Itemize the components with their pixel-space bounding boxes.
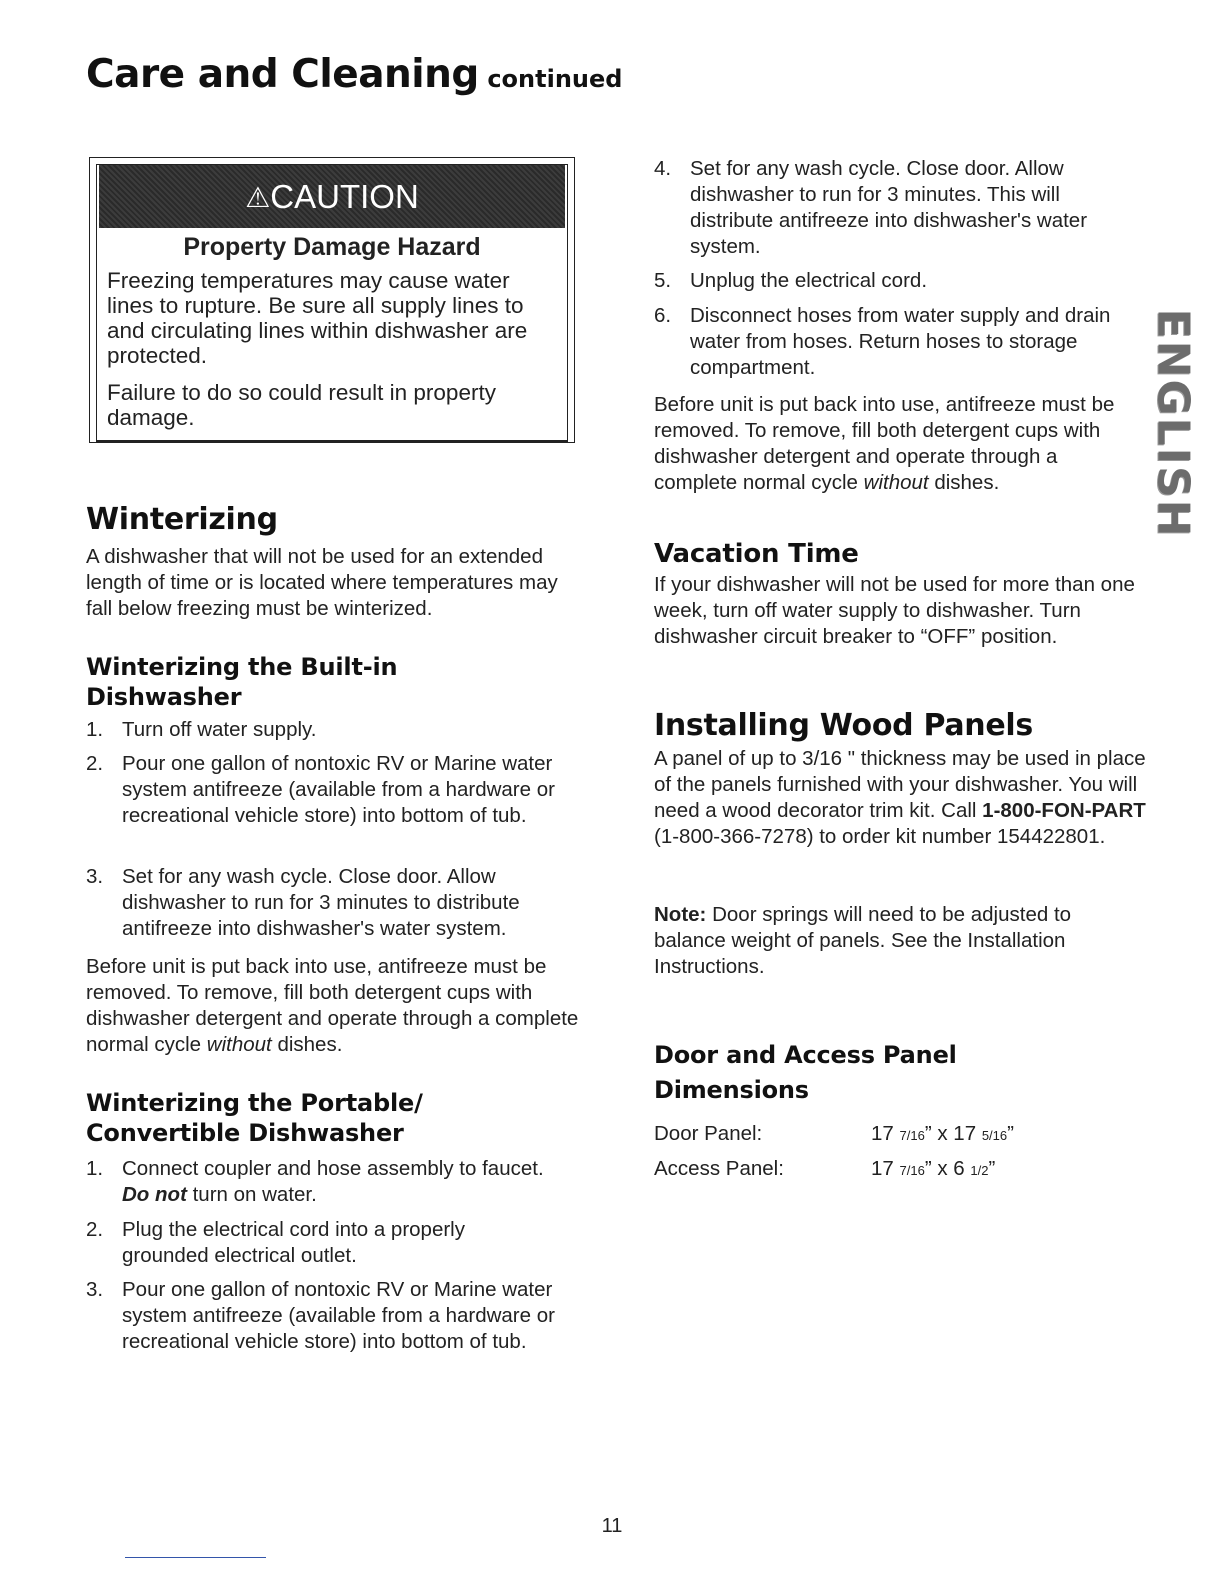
phone-number: 1-800-FON-PART [982,799,1146,822]
before-use-text: Before unit is put back into use, antifreeze must be removed. To remove, fill both detergent cups with dishwasher detergent and operate through a complete normal cycle [86,955,579,1056]
warning-triangle-icon: ⚠ [245,182,271,213]
portable-heading: Winterizing the Portable/ Convertible Dishwasher [86,1089,423,1147]
wood-panels-paragraph [654,746,1149,850]
page-number: 11 [601,1515,623,1537]
list-item [86,751,556,829]
list-item [86,864,576,942]
note-label: Note: [654,903,707,926]
list-item-number: 1. [86,718,104,741]
list-item-text: Pour one gallon of nontoxic RV or Marine water system antifreeze (available from a hardware or recreational vehicle store) into bottom of tub. [122,1278,555,1353]
dimension-height-whole: 6 [953,1157,965,1180]
builtin-heading: Winterizing the Built-in Dishwasher [86,653,398,711]
caution-label: CAUTION [270,178,419,215]
before-use-end: dishes. [934,471,1000,494]
page-title-continued: continued [487,65,623,93]
step-text: Connect coupler and hose assembly to faucet. [122,1157,544,1180]
step-emphasis: Do not [122,1183,187,1206]
language-side-tab-label: ENGLISH [1147,308,1199,538]
dimension-height-frac: 5/16 [981,1128,1008,1143]
list-item-text: Plug the electrical cord into a properly grounded electrical outlet. [122,1218,465,1267]
dimension-width-frac: 7/16 [899,1128,925,1143]
list-item-text: Pour one gallon of nontoxic RV or Marine water system antifreeze (available from a hardware or recreational vehicle store) into bottom of tub. [122,752,555,827]
list-item-number: 6. [654,304,672,327]
list-item-number: 3. [86,865,104,888]
list-item [654,268,1134,294]
dimension-width-whole: 17 [871,1157,894,1180]
step-text-end: turn on water. [192,1183,317,1206]
footer-divider [125,1557,266,1558]
list-item-number: 2. [86,1218,104,1241]
list-item-number: 5. [654,269,672,292]
list-item-text: Set for any wash cycle. Close door. Allow dishwasher to run for 3 minutes to distribute antifreeze into dishwasher's water system. [122,865,520,940]
wood-panels-text-end: (1-800-366-7278) to order kit number 154422801. [654,825,1106,848]
before-use-emphasis: without [206,1033,272,1056]
list-item [654,303,1152,381]
list-item-number: 1. [86,1157,104,1180]
language-side-tab [1147,305,1199,541]
dimension-row: Access Panel: 17 7/16” x 6 1/2” [654,1157,996,1180]
list-item [86,1277,556,1355]
builtin-before-use-paragraph [86,954,581,1058]
portable-before-use-paragraph [654,392,1144,496]
winterizing-heading: Winterizing [86,502,278,537]
before-use-end: dishes. [277,1033,343,1056]
before-use-emphasis: without [863,471,929,494]
list-item [86,1217,536,1269]
dimension-height-whole: 17 [953,1122,977,1145]
dimension-height-frac: 1/2 [970,1163,989,1178]
hazard-title: Property Damage Hazard [183,233,481,261]
list-item [86,1156,596,1208]
caution-box [89,157,575,443]
list-item-text: Turn off water supply. [122,718,317,741]
dimension-width-whole: 17 [871,1122,894,1145]
before-use-text: Before unit is put back into use, antifreeze must be removed. To remove, fill both detergent cups with dishwasher detergent and operate through a complete normal cycle [654,393,1115,494]
wood-panels-text: A panel of up to 3/16 " thickness may be used in place of the panels furnished with your dishwasher. You will need a wood decorator trim kit. Call [654,747,1146,822]
list-item [654,156,1134,260]
dimensions-heading: Door and Access Panel Dimensions [654,1041,957,1104]
list-item-text: Disconnect hoses from water supply and drain water from hoses. Return hoses to storage compartment. [690,304,1111,379]
vacation-text: If your dishwasher will not be used for more than one week, turn off water supply to dishwasher. Turn dishwasher circuit breaker to “OFF” position. [654,573,1135,648]
caution-text-2: Failure to do so could result in property damage. [107,380,496,430]
winterizing-intro: A dishwasher that will not be used for an extended length of time or is located where temperatures may fall below freezing must be winterized. [86,545,558,620]
note-text: Door springs will need to be adjusted to balance weight of panels. See the Installation Instructions. [654,903,1072,978]
page-title-main: Care and Cleaning [86,52,479,97]
list-item-number: 2. [86,752,104,775]
list-item-number: 4. [654,157,672,180]
list-item-number: 3. [86,1278,104,1301]
list-item [86,717,586,743]
caution-box-inner [96,164,568,442]
dimension-width-frac: 7/16 [899,1163,925,1178]
caution-banner [99,165,565,228]
page-title [86,52,622,97]
list-item-text [122,1156,596,1208]
note-paragraph [654,902,1124,980]
list-item-text: Unplug the electrical cord. [690,269,928,292]
wood-panels-heading: Installing Wood Panels [654,708,1033,743]
dimension-row: Door Panel: 17 7/16” x 17 5/16” [654,1122,1014,1145]
list-item-text: Set for any wash cycle. Close door. Allow dishwasher to run for 3 minutes. This will distribute antifreeze into dishwasher's water system. [690,157,1088,258]
vacation-heading: Vacation Time [654,539,859,569]
dimension-label: Door Panel: [654,1122,763,1145]
caution-text-1: Freezing temperatures may cause water lines to rupture. Be sure all supply lines to and circulating lines within dishwasher are protected. [107,268,528,368]
dimension-label: Access Panel: [654,1157,784,1180]
